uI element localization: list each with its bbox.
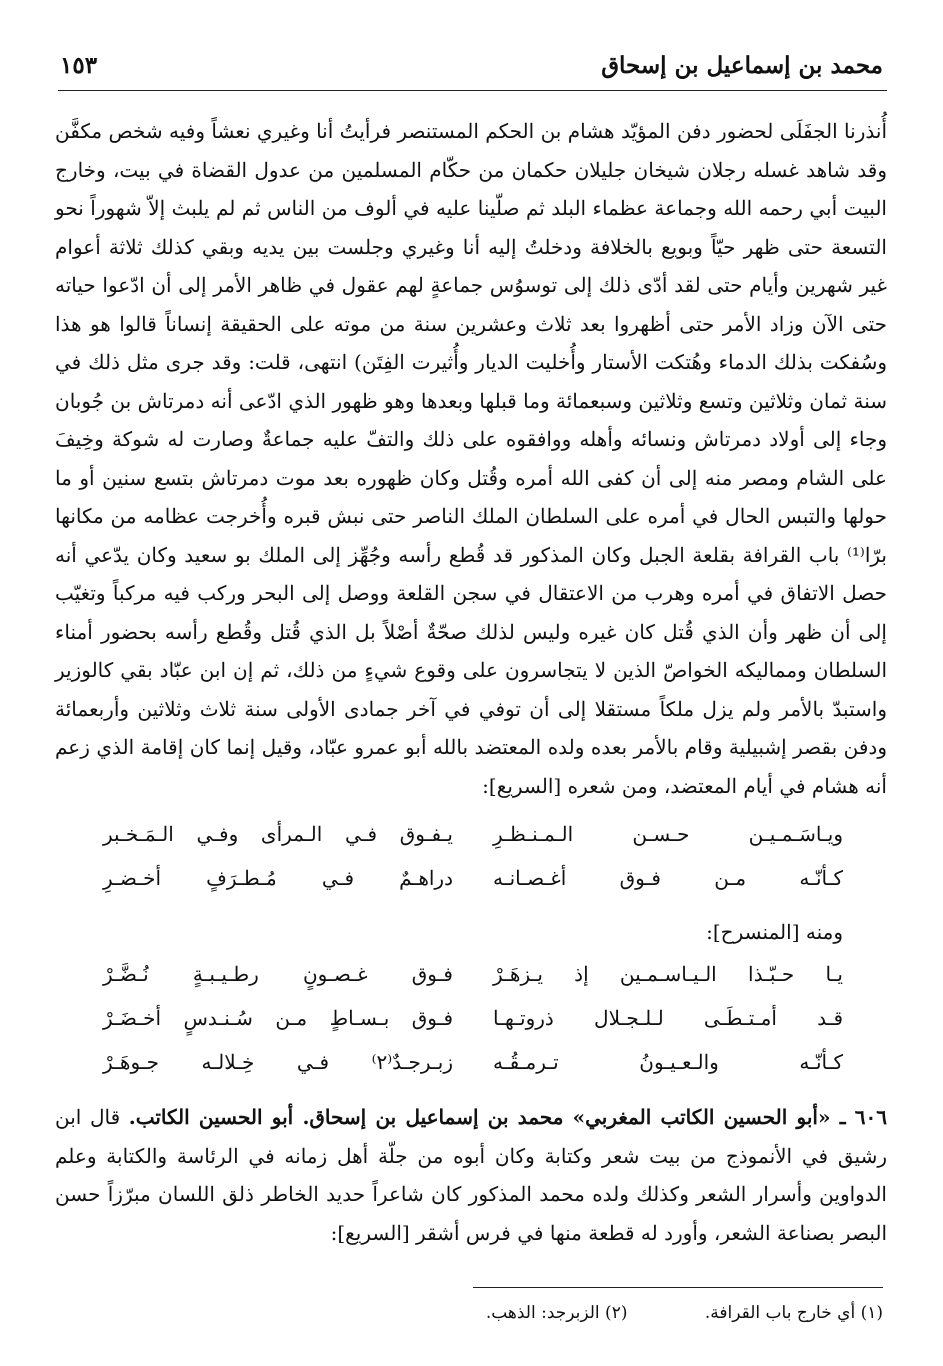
running-header: [60, 52, 883, 88]
footnote-1: (١) أي خارج باب القرافة.: [704, 1303, 883, 1323]
verse-first-hemistich: ويـاسَـمـيـن حـسـن الـمـنـظـرِ: [493, 822, 843, 846]
verse-first-hemistich: يـا حـبّـذا الـيـاسـمـين إذ يـزهَـرْ: [493, 962, 843, 986]
verse-line: [103, 1050, 843, 1094]
verse-first-hemistich: كـأنّـه والـعـيـونُ تـرمـقُـه: [493, 1050, 843, 1074]
poem-block-1: [103, 822, 843, 910]
footnote-rule: [473, 1287, 883, 1288]
entry-text: قال ابن رشيق في الأنموذج من بيت شعر وكتابة وكان أبوه من جلّة أهل زمانه في الرئاسة والكتابة وعلم الدواوين وأسرار الشعر وكذلك ولده محمد المذكور كان شاعراً حديد الخاطر ذلق اللسان مبرّزاً حسن البصر بصناعة الشعر، وأورد له قطعة منها في فرس أشقر [السريع]:: [55, 1105, 887, 1245]
verse-line: [103, 822, 843, 866]
verse-first-hemistich: قـد أمـتـطَـى لـلـجـلال ذروتـهـا: [493, 1006, 843, 1030]
running-title: محمد بن إسماعيل بن إسحاق: [601, 52, 883, 79]
meter-label: ومنه [المنسرح]:: [706, 920, 843, 944]
entry-heading: ٦٠٦ ـ «أبو الحسين الكاتب المغربي» محمد بن إسماعيل بن إسحاق. أبو الحسين الكاتب.: [128, 1105, 887, 1129]
entry-606: [55, 1098, 887, 1252]
verse-second-hemistich: زبـرجـدٌ⁽٢⁾ فـي خِـلالـه جـوهَـرْ: [103, 1050, 453, 1074]
verse-line: [103, 866, 843, 910]
verse-second-hemistich: فـوق غـصـونٍ رطـيـبـةٍ نُـضَّـرْ: [103, 962, 453, 986]
header-rule: [58, 90, 887, 91]
page-number: ١٥٣: [60, 52, 98, 79]
poem-block-2: [103, 962, 843, 1094]
verse-second-hemistich: فـوق بـسـاطٍ مـن سُـنـدسٍ أخـضَـرْ: [103, 1006, 453, 1030]
verse-second-hemistich: يـفـوق فـي الـمرأى وفـي الـمَـخـبر: [103, 822, 453, 846]
main-paragraph: [55, 112, 887, 805]
footnote-2: (٢) الزبرجد: الذهب.: [485, 1303, 628, 1323]
footnotes: [60, 1303, 883, 1323]
verse-line: [103, 1006, 843, 1050]
verse-first-hemistich: كـأنّـه مـن فـوق أغـصـانـه: [493, 866, 843, 890]
paragraph-text: أُنذرنا الجفَلَى لحضور دفن المؤيّد هشام بن الحكم المستنصر فرأيتُ أنا وغيري نعشاً وفيه شخص مكفَّن وقد شاهد غسله رجلان شيخان جليلان حكمان من حكّام المسلمين من عدول القضاة في بيت، وخارج البيت أبي رحمه الله وجماعة عظماء البلد ثم صلّينا عليه في ألوف من الناس ثم لم يلبث إلاّ شهوراً نحو التسعة حتى ظهر حيّاً وبويع بالخلافة ودخلتُ إليه أنا وغيري وجلست بين يديه وبقي كذلك ثلاثة أعوام غير شهرين وأيام حتى لقد أدّى ذلك إلى توسوُس جماعةٍ لهم عقول في ظاهر الأمر إلى أن ادّعوا حياته حتى الآن وزاد الأمر حتى أظهروا بعد ثلاث وعشرين سنة من موته على الحقيقة إنساناً قالوا هو هذا وسُفكت بذلك الدماء وهُتكت الأستار وأُخليت الديار وأُثيرت الفِتَن) انتهى، قلت: وقد جرى مثل ذلك في سنة ثمان وثلاثين وتسع وثلاثين وسبعمائة وما قبلها وبعدها وهو ظهور الذي ادّعى أنه دمرتاش بن جُوبان وجاء إلى أولاد دمرتاش ونسائه وأهله ووافقوه على ذلك والتفّ عليه جماعةٌ وصارت له شوكة وخِيفَ على الشام ومصر منه إلى أن كفى الله أمره وقُتل وكان ظهوره بعد موت دمرتاش بتسع سنين أو ما حولها والتبس الحال في أمره على السلطان الملك الناصر حتى نبش قبره وأُخرجت عظامه من مكانها برّا⁽¹⁾ باب القرافة بقلعة الجبل وكان المذكور قد قُطع رأسه وجُهِّز إلى الملك بو سعيد وكان يدّعي أنه حصل الاتفاق في أمره وهرب من الاعتقال في سجن القلعة ووصل إلى البحر وركب فيه مركباً وتغيّب إلى أن ظهر وأن الذي قُتل كان غيره وليس لذلك صحّةٌ أصْلاً بل الذي قُتل وقُطع رأسه بحضور أمناء السلطان ومماليكه الخواصّ الذين لا يتجاسرون على وقوع شيءٍ من ذلك، ثم إن ابن عبّاد بقي كالوزير واستبدّ بالأمر ولم يزل ملكاً مستقلا إلى أن توفي في آخر جمادى الأولى سنة ثلاث وثلاثين وأربعمائة ودفن بقصر إشبيلية وقام بالأمر بعده ولده المعتضد بالله أبو عمرو عبّاد، وقيل إنما كان إقامة الذي زعم أنه هشام في أيام المعتضد، ومن شعره [السريع]:: [55, 119, 888, 798]
verse-second-hemistich: دراهـمٌ فـي مُـطـرَفٍ أخـضـرِ: [103, 866, 453, 890]
verse-line: [103, 962, 843, 1006]
